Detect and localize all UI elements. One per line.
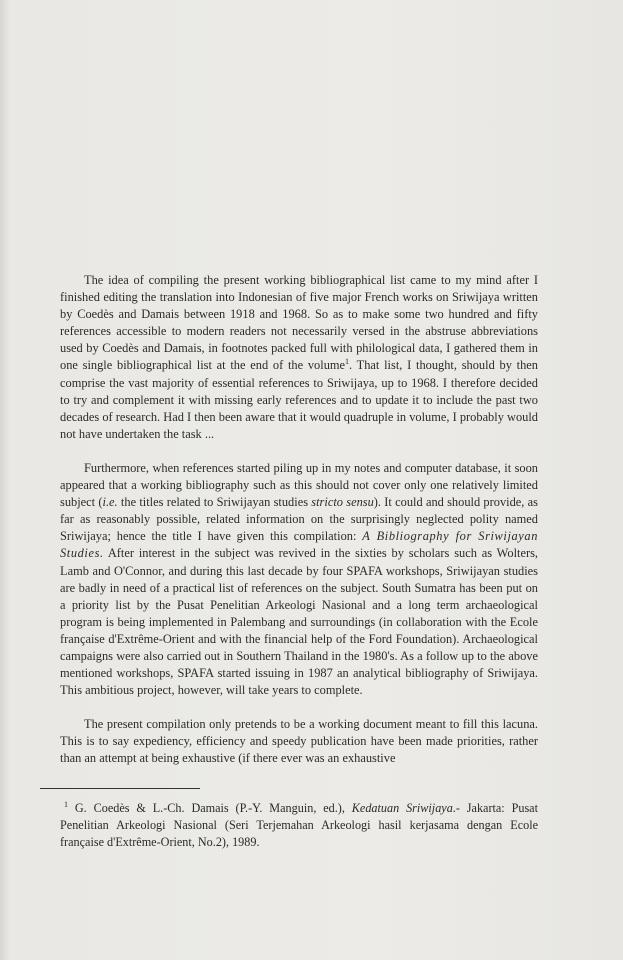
footnote-reference[interactable]: 1 xyxy=(345,357,350,367)
footnote-text-b: .- Jakarta: Pusat Penelitian Arkeologi Nasional (Seri Terjemahan Arkeologi hasil kerjasama dengan Ecole française d'Extrême-Orient, No.2), 1989. xyxy=(60,801,538,849)
paragraph-2-text-c: ). It could and should provide, as far as reasonably possible, related information on the surprisingly neglected polity named Sriwijaya; hence the title I have given this compilation: xyxy=(60,495,538,544)
paragraph-1-text: The idea of compiling the present working bibliographical list came to my mind after I finished editing the translation into Indonesian of five major French works on Sriwijaya written by Coedès and Damais between 1918 and 1968. So as to make some two hundred and fifty references accessible to modern readers not necessarily versed in the abstruse abbreviations used by Coedès and Damais, in footnotes packed full with philological data, I gathered them in one single bibliographical list at the end of the volume xyxy=(60,273,538,373)
paragraph-1 xyxy=(60,272,538,443)
paragraph-2 xyxy=(60,460,538,699)
footnote-text-a: G. Coedès & L.-Ch. Damais (P.-Y. Manguin, ed.), xyxy=(68,801,352,815)
bibliography-title: A Bibliography for Sriwijayan Studies. xyxy=(60,529,538,561)
paragraph-2-text-d: After interest in the subject was revived in the sixties by scholars such as Wolters, Lamb and O'Connor, and during this last decade by four SPAFA workshops, Sriwijayan studies are badly in need of a practical list of references on the subject. South Sumatra has been put on a priority list by the Pusat Penelitian Arkeologi Nasional and a long term archaeological program is being implemented in Palembang and surroundings (in collaboration with the Ecole française d'Extrême-Orient and with the financial help of the Ford Foundation). Archaeological campaigns were also carried out in Southern Thailand in the 1980's. As a follow up to the above mentioned workshops, SPAFA started issuing in 1987 an analytical bibliography of Sriwijaya. This ambitious project, however, will take years to complete. xyxy=(60,546,538,698)
body-text xyxy=(60,272,538,785)
paragraph-3 xyxy=(60,716,538,767)
footnote xyxy=(60,800,538,851)
stricto-sensu-phrase: stricto sensu xyxy=(311,495,374,510)
paragraph-1-text-rest: . That list, I thought, should by then comprise the vast majority of essential references to Sriwijaya, up to 1968. I therefore decided to try and complement it with missing early references and to update it to include the past two decades of research. Had I then been aware that it would quadruple in volume, I probably would not have undertaken the task ... xyxy=(60,358,538,441)
ie-abbreviation: i.e. xyxy=(102,495,118,510)
paragraph-3-text: The present compilation only pretends to be a working document meant to fill this lacuna. This is to say expediency, efficiency and speedy publication have been made priorities, rather than an attempt at being exhaustive (if there ever was an exhaustive xyxy=(60,717,538,766)
paragraph-2-text-a: Furthermore, when references started piling up in my notes and computer database, it soon appeared that a working bibliography such as this should not cover only one relatively limited subject ( xyxy=(60,460,538,510)
paragraph-2-text-b: the titles related to Sriwijayan studies xyxy=(117,495,312,510)
footnote-book-title: Kedatuan Sriwijaya xyxy=(351,801,453,815)
footnote-number: 1 xyxy=(64,799,68,809)
footnote-divider xyxy=(40,788,200,789)
